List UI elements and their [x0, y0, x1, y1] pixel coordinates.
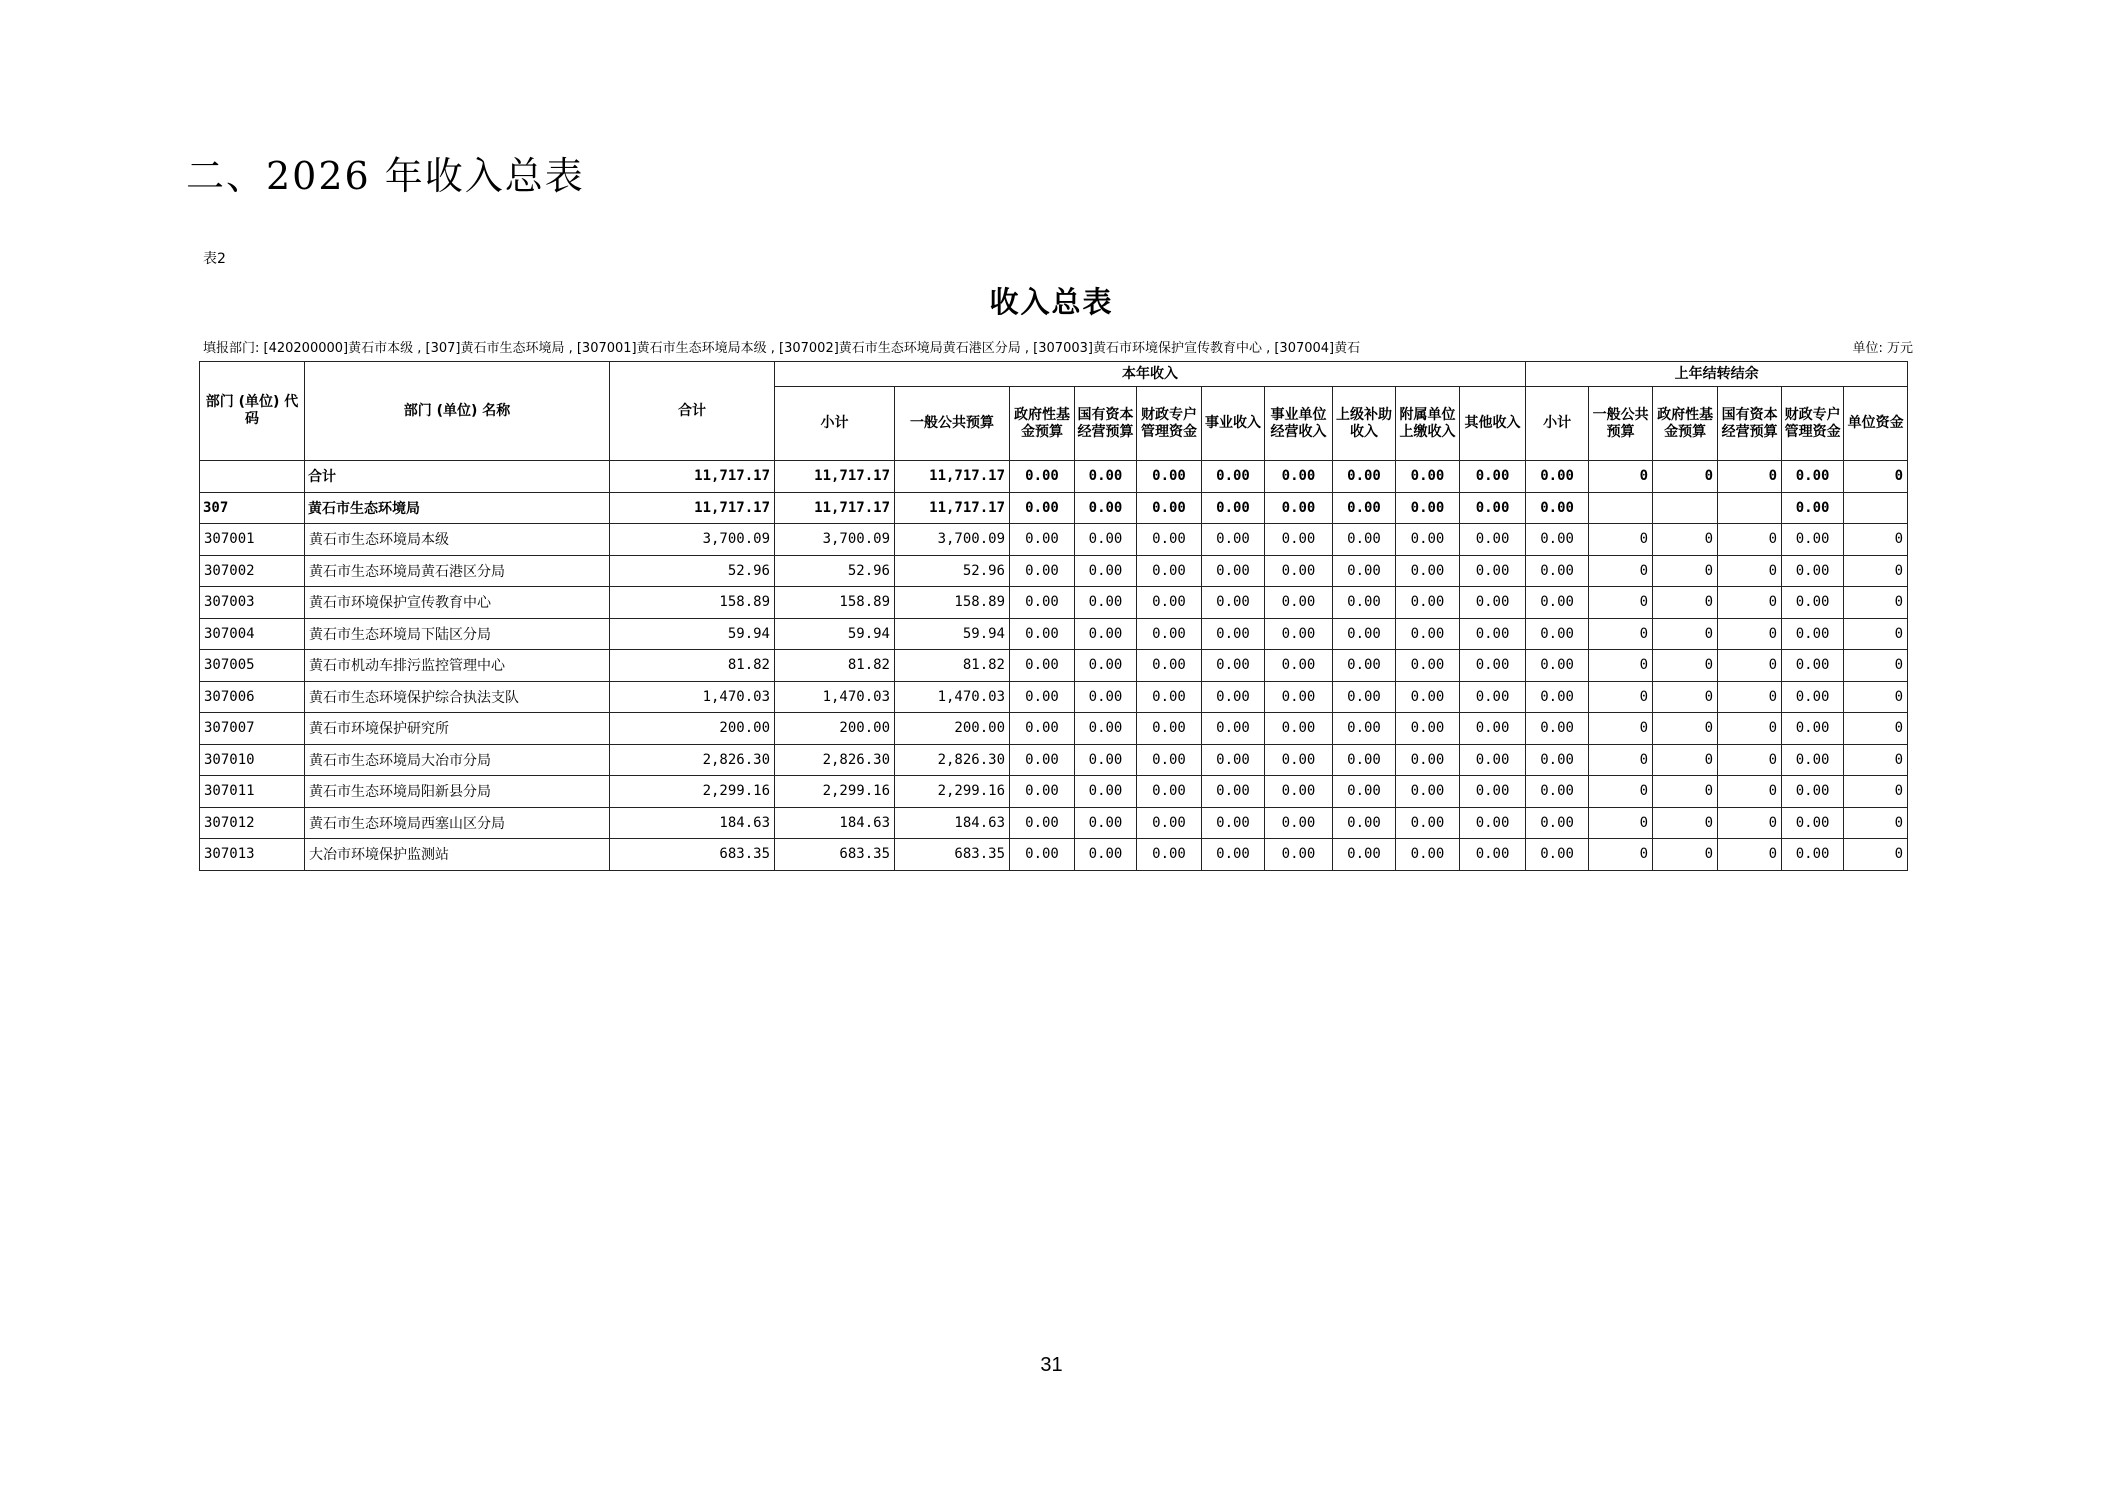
cell-prior-year: 0: [1844, 681, 1908, 713]
cell-prior-year: 0: [1718, 618, 1782, 650]
table-row: [200, 461, 1908, 493]
cell-code: 307002: [200, 555, 305, 587]
cell-code: 307012: [200, 807, 305, 839]
cell-current-year: 0.00: [1010, 461, 1075, 493]
header-cur-subtotal: 小计: [775, 387, 895, 461]
cell-total: 59.94: [610, 618, 775, 650]
header-prev-state-capital: 国有资本经营预算: [1718, 387, 1782, 461]
cell-current-year: 11,717.17: [775, 461, 895, 493]
cell-total: 683.35: [610, 839, 775, 871]
cell-prior-year: 0: [1653, 713, 1718, 745]
cell-current-year: 0.00: [1460, 839, 1526, 871]
cell-current-year: 158.89: [895, 587, 1010, 619]
cell-current-year: 52.96: [895, 555, 1010, 587]
cell-current-year: 0.00: [1010, 618, 1075, 650]
cell-current-year: 0.00: [1202, 744, 1265, 776]
cell-current-year: 200.00: [775, 713, 895, 745]
cell-code: 307: [200, 492, 305, 524]
cell-code: 307005: [200, 650, 305, 682]
cell-prior-year: 0.00: [1782, 776, 1844, 808]
cell-name: 合计: [305, 461, 610, 493]
header-name: 部门 (单位) 名称: [305, 362, 610, 461]
cell-prior-year: 0.00: [1782, 650, 1844, 682]
cell-current-year: 0.00: [1333, 839, 1396, 871]
reporting-department-text: 填报部门: [420200000]黄石市本级 , [307]黄石市生态环境局 , [307001]黄石市生态环境局本级 , [307002]黄石市生态环境局黄石港区分局 , [307003]黄石市环境保护宣传教育中心 , [307004]黄石: [203, 341, 1361, 356]
cell-code: 307004: [200, 618, 305, 650]
cell-prior-year: 0.00: [1526, 492, 1589, 524]
cell-current-year: 0.00: [1202, 776, 1265, 808]
cell-current-year: 0.00: [1265, 587, 1333, 619]
cell-prior-year: 0: [1718, 587, 1782, 619]
cell-current-year: 0.00: [1075, 492, 1137, 524]
cell-prior-year: 0: [1844, 744, 1908, 776]
cell-current-year: 200.00: [895, 713, 1010, 745]
cell-prior-year: 0: [1589, 650, 1653, 682]
cell-prior-year: 0: [1718, 524, 1782, 556]
cell-current-year: 11,717.17: [895, 461, 1010, 493]
cell-current-year: 0.00: [1396, 555, 1460, 587]
cell-current-year: 0.00: [1396, 681, 1460, 713]
cell-current-year: 158.89: [775, 587, 895, 619]
cell-prior-year: 0.00: [1526, 524, 1589, 556]
cell-current-year: 0.00: [1075, 461, 1137, 493]
table-row: [200, 618, 1908, 650]
cell-current-year: 0.00: [1010, 587, 1075, 619]
cell-current-year: 0.00: [1396, 587, 1460, 619]
cell-prior-year: 0: [1844, 618, 1908, 650]
cell-prior-year: 0: [1589, 839, 1653, 871]
cell-name: 黄石市生态环境局黄石港区分局: [305, 555, 610, 587]
cell-current-year: 184.63: [895, 807, 1010, 839]
header-cur-affiliate-payment: 附属单位上缴收入: [1396, 387, 1460, 461]
cell-current-year: 0.00: [1202, 587, 1265, 619]
cell-current-year: 1,470.03: [895, 681, 1010, 713]
header-cur-state-capital: 国有资本经营预算: [1075, 387, 1137, 461]
cell-current-year: 0.00: [1010, 807, 1075, 839]
reporting-department-line: [203, 337, 1913, 356]
cell-prior-year: 0.00: [1526, 681, 1589, 713]
cell-prior-year: 0.00: [1782, 713, 1844, 745]
cell-total: 200.00: [610, 713, 775, 745]
cell-current-year: 0.00: [1202, 555, 1265, 587]
table-row: [200, 524, 1908, 556]
cell-prior-year: 0: [1653, 587, 1718, 619]
cell-prior-year: 0.00: [1782, 839, 1844, 871]
cell-current-year: 0.00: [1460, 776, 1526, 808]
cell-prior-year: 0.00: [1782, 744, 1844, 776]
cell-current-year: 0.00: [1460, 492, 1526, 524]
cell-current-year: 0.00: [1460, 650, 1526, 682]
cell-name: 黄石市生态环境局本级: [305, 524, 610, 556]
cell-prior-year: 0: [1718, 681, 1782, 713]
cell-prior-year: 0.00: [1782, 461, 1844, 493]
cell-current-year: 0.00: [1010, 713, 1075, 745]
cell-name: 黄石市生态环境局阳新县分局: [305, 776, 610, 808]
cell-current-year: 0.00: [1010, 650, 1075, 682]
cell-current-year: 0.00: [1460, 807, 1526, 839]
cell-prior-year: 0.00: [1526, 618, 1589, 650]
cell-code: 307006: [200, 681, 305, 713]
cell-current-year: 52.96: [775, 555, 895, 587]
cell-prior-year: 0: [1653, 807, 1718, 839]
cell-current-year: 0.00: [1010, 492, 1075, 524]
cell-current-year: 0.00: [1333, 713, 1396, 745]
cell-prior-year: 0: [1589, 776, 1653, 808]
table-body: [200, 461, 1908, 871]
cell-current-year: 0.00: [1202, 839, 1265, 871]
table-row: [200, 839, 1908, 871]
cell-current-year: 0.00: [1265, 461, 1333, 493]
cell-current-year: 0.00: [1137, 555, 1202, 587]
cell-current-year: 0.00: [1010, 524, 1075, 556]
cell-current-year: 0.00: [1396, 807, 1460, 839]
cell-prior-year: 0.00: [1782, 524, 1844, 556]
cell-prior-year: 0: [1653, 555, 1718, 587]
cell-prior-year: 0: [1653, 461, 1718, 493]
cell-current-year: 0.00: [1460, 713, 1526, 745]
cell-current-year: 0.00: [1075, 776, 1137, 808]
cell-current-year: 0.00: [1137, 713, 1202, 745]
cell-current-year: 0.00: [1333, 650, 1396, 682]
cell-current-year: 683.35: [895, 839, 1010, 871]
cell-prior-year: 0: [1844, 461, 1908, 493]
cell-prior-year: 0.00: [1782, 618, 1844, 650]
cell-prior-year: 0.00: [1526, 555, 1589, 587]
table-row: [200, 650, 1908, 682]
header-cur-general-budget: 一般公共预算: [895, 387, 1010, 461]
table-row: [200, 807, 1908, 839]
cell-prior-year: 0: [1653, 524, 1718, 556]
cell-current-year: 59.94: [895, 618, 1010, 650]
table-row: [200, 492, 1908, 524]
cell-prior-year: 0: [1718, 776, 1782, 808]
cell-current-year: 0.00: [1075, 524, 1137, 556]
cell-total: 81.82: [610, 650, 775, 682]
cell-current-year: 0.00: [1333, 587, 1396, 619]
cell-prior-year: 0: [1718, 555, 1782, 587]
cell-prior-year: 0: [1653, 650, 1718, 682]
cell-prior-year: 0: [1844, 650, 1908, 682]
cell-prior-year: 0.00: [1782, 492, 1844, 524]
cell-current-year: 0.00: [1333, 681, 1396, 713]
cell-prior-year: 0: [1718, 713, 1782, 745]
cell-current-year: 0.00: [1265, 713, 1333, 745]
table-row: [200, 744, 1908, 776]
header-prev-special-account: 财政专户管理资金: [1782, 387, 1844, 461]
cell-current-year: 0.00: [1265, 839, 1333, 871]
cell-current-year: 0.00: [1265, 681, 1333, 713]
header-prev-unit-funds: 单位资金: [1844, 387, 1908, 461]
cell-current-year: 0.00: [1265, 744, 1333, 776]
cell-current-year: 0.00: [1265, 650, 1333, 682]
cell-current-year: 184.63: [775, 807, 895, 839]
cell-current-year: 0.00: [1202, 461, 1265, 493]
cell-name: 黄石市环境保护宣传教育中心: [305, 587, 610, 619]
cell-current-year: 0.00: [1396, 461, 1460, 493]
cell-prior-year: 0: [1653, 681, 1718, 713]
cell-code: [200, 461, 305, 493]
cell-current-year: 0.00: [1396, 650, 1460, 682]
cell-current-year: 0.00: [1265, 492, 1333, 524]
table-row: [200, 555, 1908, 587]
cell-name: 黄石市生态环境局下陆区分局: [305, 618, 610, 650]
cell-code: 307007: [200, 713, 305, 745]
cell-prior-year: 0: [1718, 744, 1782, 776]
cell-name: 大冶市环境保护监测站: [305, 839, 610, 871]
cell-current-year: 0.00: [1137, 776, 1202, 808]
cell-current-year: 0.00: [1010, 681, 1075, 713]
cell-name: 黄石市生态环境局: [305, 492, 610, 524]
cell-prior-year: 0: [1844, 713, 1908, 745]
cell-current-year: 0.00: [1460, 524, 1526, 556]
cell-total: 158.89: [610, 587, 775, 619]
section-title: 二、2026 年收入总表: [186, 154, 585, 198]
cell-current-year: 0.00: [1075, 618, 1137, 650]
cell-current-year: 0.00: [1333, 461, 1396, 493]
cell-current-year: 0.00: [1333, 492, 1396, 524]
cell-prior-year: 0: [1844, 555, 1908, 587]
cell-name: 黄石市生态环境保护综合执法支队: [305, 681, 610, 713]
header-cur-special-account: 财政专户管理资金: [1137, 387, 1202, 461]
cell-prior-year: 0.00: [1782, 807, 1844, 839]
cell-current-year: 0.00: [1075, 839, 1137, 871]
cell-total: 1,470.03: [610, 681, 775, 713]
cell-current-year: 0.00: [1460, 744, 1526, 776]
cell-current-year: 0.00: [1202, 492, 1265, 524]
cell-prior-year: 0: [1589, 587, 1653, 619]
cell-current-year: 0.00: [1075, 650, 1137, 682]
cell-current-year: 0.00: [1396, 618, 1460, 650]
table-title: 收入总表: [989, 285, 1114, 319]
cell-code: 307013: [200, 839, 305, 871]
header-cur-superior-subsidy: 上级补助收入: [1333, 387, 1396, 461]
cell-prior-year: 0: [1844, 807, 1908, 839]
cell-current-year: 0.00: [1202, 650, 1265, 682]
cell-code: 307011: [200, 776, 305, 808]
cell-prior-year: [1589, 492, 1653, 524]
cell-current-year: 0.00: [1333, 618, 1396, 650]
cell-prior-year: 0.00: [1526, 839, 1589, 871]
cell-current-year: 0.00: [1460, 555, 1526, 587]
cell-current-year: 0.00: [1010, 839, 1075, 871]
header-cur-business-income: 事业收入: [1202, 387, 1265, 461]
header-prev-gov-fund: 政府性基金预算: [1653, 387, 1718, 461]
table-number: 表2: [203, 251, 226, 267]
cell-current-year: 0.00: [1075, 681, 1137, 713]
cell-current-year: 0.00: [1137, 807, 1202, 839]
table-row: [200, 713, 1908, 745]
cell-name: 黄石市生态环境局大冶市分局: [305, 744, 610, 776]
cell-prior-year: 0: [1718, 461, 1782, 493]
header-cur-other-income: 其他收入: [1460, 387, 1526, 461]
cell-current-year: 0.00: [1137, 618, 1202, 650]
cell-total: 11,717.17: [610, 492, 775, 524]
cell-prior-year: 0.00: [1526, 744, 1589, 776]
cell-current-year: 0.00: [1396, 776, 1460, 808]
cell-current-year: 0.00: [1202, 713, 1265, 745]
cell-current-year: 0.00: [1265, 555, 1333, 587]
header-code: 部门 (单位) 代码: [200, 362, 305, 461]
cell-current-year: 0.00: [1333, 776, 1396, 808]
cell-prior-year: [1653, 492, 1718, 524]
cell-current-year: 81.82: [895, 650, 1010, 682]
cell-current-year: 0.00: [1396, 492, 1460, 524]
cell-prior-year: 0: [1589, 681, 1653, 713]
cell-total: 184.63: [610, 807, 775, 839]
cell-name: 黄石市生态环境局西塞山区分局: [305, 807, 610, 839]
cell-current-year: 0.00: [1075, 587, 1137, 619]
header-cur-gov-fund: 政府性基金预算: [1010, 387, 1075, 461]
cell-current-year: 0.00: [1137, 461, 1202, 493]
cell-prior-year: 0: [1653, 839, 1718, 871]
cell-current-year: 0.00: [1137, 650, 1202, 682]
cell-prior-year: [1718, 492, 1782, 524]
cell-current-year: 0.00: [1202, 807, 1265, 839]
cell-current-year: 0.00: [1333, 807, 1396, 839]
cell-current-year: 0.00: [1010, 776, 1075, 808]
cell-prior-year: 0.00: [1526, 650, 1589, 682]
cell-prior-year: 0: [1844, 524, 1908, 556]
header-prev-general-budget: 一般公共预算: [1589, 387, 1653, 461]
cell-prior-year: 0: [1718, 839, 1782, 871]
cell-prior-year: 0: [1718, 807, 1782, 839]
cell-name: 黄石市机动车排污监控管理中心: [305, 650, 610, 682]
cell-current-year: 0.00: [1075, 744, 1137, 776]
cell-current-year: 0.00: [1010, 555, 1075, 587]
cell-current-year: 2,299.16: [775, 776, 895, 808]
cell-prior-year: 0.00: [1526, 461, 1589, 493]
cell-current-year: 0.00: [1333, 744, 1396, 776]
cell-current-year: 0.00: [1202, 618, 1265, 650]
cell-current-year: 0.00: [1137, 839, 1202, 871]
cell-current-year: 0.00: [1396, 744, 1460, 776]
cell-prior-year: 0: [1653, 776, 1718, 808]
cell-current-year: 11,717.17: [775, 492, 895, 524]
cell-current-year: 2,826.30: [895, 744, 1010, 776]
cell-current-year: 0.00: [1265, 776, 1333, 808]
cell-total: 2,826.30: [610, 744, 775, 776]
header-cur-business-operation: 事业单位经营收入: [1265, 387, 1333, 461]
cell-prior-year: 0: [1589, 618, 1653, 650]
cell-prior-year: 0: [1589, 461, 1653, 493]
cell-current-year: 0.00: [1010, 744, 1075, 776]
cell-prior-year: 0.00: [1782, 555, 1844, 587]
table-row: [200, 681, 1908, 713]
cell-prior-year: 0.00: [1526, 807, 1589, 839]
cell-prior-year: [1844, 492, 1908, 524]
cell-current-year: 0.00: [1460, 618, 1526, 650]
cell-total: 11,717.17: [610, 461, 775, 493]
cell-current-year: 0.00: [1075, 555, 1137, 587]
cell-prior-year: 0: [1589, 524, 1653, 556]
cell-code: 307001: [200, 524, 305, 556]
cell-current-year: 0.00: [1202, 681, 1265, 713]
cell-current-year: 0.00: [1137, 681, 1202, 713]
cell-current-year: 0.00: [1333, 524, 1396, 556]
cell-current-year: 0.00: [1396, 524, 1460, 556]
cell-total: 2,299.16: [610, 776, 775, 808]
cell-current-year: 0.00: [1265, 807, 1333, 839]
cell-prior-year: 0: [1653, 744, 1718, 776]
cell-current-year: 11,717.17: [895, 492, 1010, 524]
cell-prior-year: 0.00: [1526, 587, 1589, 619]
cell-current-year: 0.00: [1460, 587, 1526, 619]
cell-prior-year: 0.00: [1782, 587, 1844, 619]
cell-prior-year: 0: [1653, 618, 1718, 650]
unit-label: 单位: 万元: [1848, 337, 1913, 356]
cell-prior-year: 0: [1844, 587, 1908, 619]
cell-current-year: 0.00: [1075, 807, 1137, 839]
cell-current-year: 0.00: [1202, 524, 1265, 556]
cell-prior-year: 0.00: [1526, 776, 1589, 808]
cell-total: 52.96: [610, 555, 775, 587]
income-summary-table: [199, 361, 1908, 871]
cell-prior-year: 0: [1844, 839, 1908, 871]
cell-current-year: 59.94: [775, 618, 895, 650]
cell-current-year: 3,700.09: [775, 524, 895, 556]
header-row-1: [200, 362, 1908, 387]
cell-current-year: 0.00: [1137, 524, 1202, 556]
cell-current-year: 2,826.30: [775, 744, 895, 776]
cell-prior-year: 0: [1589, 555, 1653, 587]
cell-current-year: 0.00: [1075, 713, 1137, 745]
header-total: 合计: [610, 362, 775, 461]
cell-current-year: 0.00: [1396, 713, 1460, 745]
cell-current-year: 3,700.09: [895, 524, 1010, 556]
cell-current-year: 0.00: [1333, 555, 1396, 587]
cell-current-year: 0.00: [1265, 524, 1333, 556]
page-number: 31: [1040, 1354, 1063, 1376]
cell-current-year: 0.00: [1137, 492, 1202, 524]
cell-current-year: 0.00: [1460, 461, 1526, 493]
cell-prior-year: 0.00: [1526, 713, 1589, 745]
table-row: [200, 776, 1908, 808]
header-current-year: 本年收入: [775, 362, 1526, 387]
cell-current-year: 0.00: [1460, 681, 1526, 713]
header-prior-year: 上年结转结余: [1526, 362, 1908, 387]
cell-prior-year: 0: [1844, 776, 1908, 808]
cell-current-year: 0.00: [1137, 587, 1202, 619]
cell-name: 黄石市环境保护研究所: [305, 713, 610, 745]
cell-total: 3,700.09: [610, 524, 775, 556]
cell-current-year: 81.82: [775, 650, 895, 682]
cell-prior-year: 0: [1589, 744, 1653, 776]
cell-current-year: 0.00: [1265, 618, 1333, 650]
cell-current-year: 0.00: [1137, 744, 1202, 776]
cell-current-year: 1,470.03: [775, 681, 895, 713]
cell-current-year: 683.35: [775, 839, 895, 871]
cell-current-year: 2,299.16: [895, 776, 1010, 808]
cell-code: 307003: [200, 587, 305, 619]
table-row: [200, 587, 1908, 619]
cell-current-year: 0.00: [1396, 839, 1460, 871]
cell-prior-year: 0: [1589, 713, 1653, 745]
cell-prior-year: 0.00: [1782, 681, 1844, 713]
cell-code: 307010: [200, 744, 305, 776]
header-prev-subtotal: 小计: [1526, 387, 1589, 461]
cell-prior-year: 0: [1718, 650, 1782, 682]
cell-prior-year: 0: [1589, 807, 1653, 839]
